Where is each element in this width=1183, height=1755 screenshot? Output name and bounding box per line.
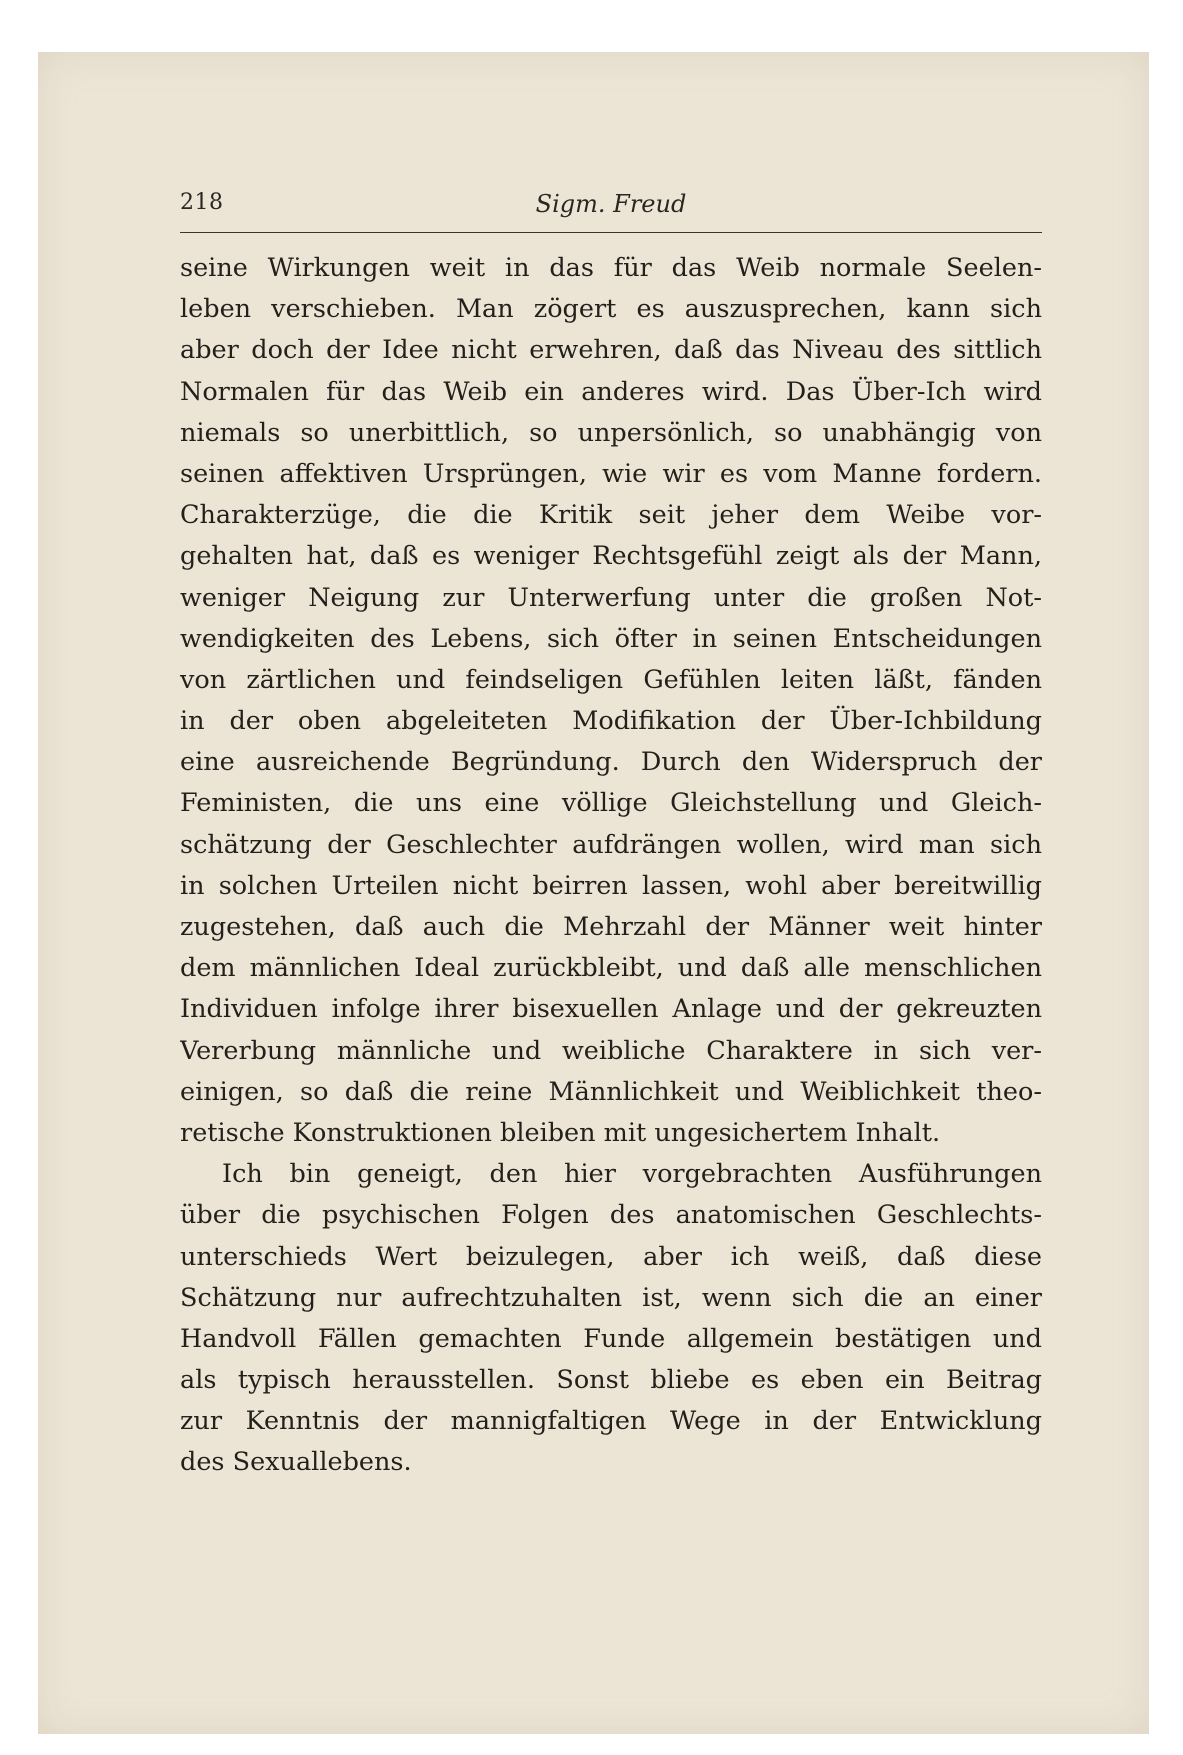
- paragraph-start-line: Ich bin geneigt, den hier vorgebrachten Ausführungen: [222, 1159, 1042, 1190]
- text-line: seinen affektiven Ursprüngen, wie wir es vom Manne fordern.: [180, 458, 1042, 489]
- text-line: von zärtlichen und feindseligen Gefühlen leiten läßt, fänden: [180, 664, 1042, 695]
- text-line: Schätzung nur aufrechtzuhalten ist, wenn sich die an einer: [180, 1282, 1042, 1313]
- running-head: [180, 190, 1042, 230]
- text-line: aber doch der Idee nicht erwehren, daß das Niveau des sittlich: [180, 335, 1042, 366]
- page-number: 218: [180, 190, 224, 215]
- text-line: seine Wirkungen weit in das für das Weib normale Seelen-: [180, 253, 1042, 283]
- text-line: zugestehen, daß auch die Mehrzahl der Männer weit hinter: [180, 912, 1042, 942]
- text-line: gehalten hat, daß es weniger Rechtsgefühl zeigt als der Mann,: [180, 541, 1042, 572]
- text-line: Vererbung männliche und weibliche Charaktere in sich ver-: [180, 1035, 1042, 1066]
- text-line: in solchen Urteilen nicht beirren lassen, wohl aber bereitwillig: [180, 870, 1042, 901]
- text-line: in der oben abgeleiteten Modifikation der Über-Ichbildung: [180, 706, 1042, 737]
- text-line: weniger Neigung zur Unterwerfung unter die großen Not-: [180, 582, 1042, 613]
- running-title: Sigm. Freud: [535, 190, 687, 218]
- text-line: Normalen für das Weib ein anderes wird. Das Über-Ich wird: [180, 376, 1042, 407]
- text-line: Individuen infolge ihrer bisexuellen Anlage und der gekreuzten: [180, 994, 1042, 1025]
- text-line: niemals so unerbittlich, so unpersönlich, so unabhängig von: [180, 417, 1042, 448]
- text-line: leben verschieben. Man zögert es auszusprechen, kann sich: [180, 294, 1042, 325]
- text-line: unterschieds Wert beizulegen, aber ich weiß, daß diese: [180, 1241, 1042, 1272]
- text-line: eine ausreichende Begründung. Durch den Widerspruch der: [180, 747, 1042, 778]
- text-line: schätzung der Geschlechter aufdrängen wollen, wird man sich: [180, 829, 1042, 860]
- text-line: als typisch herausstellen. Sonst bliebe es eben ein Beitrag: [180, 1365, 1042, 1396]
- paragraph-end-line: des Sexuallebens.: [180, 1447, 412, 1478]
- header-rule: [180, 232, 1042, 233]
- text-line: dem männlichen Ideal zurückbleibt, und daß alle menschlichen: [180, 953, 1042, 984]
- text-line: zur Kenntnis der mannigfaltigen Wege in der Entwicklung: [180, 1406, 1042, 1437]
- paragraph-end-line: retische Konstruktionen bleiben mit ungesichertem Inhalt.: [180, 1117, 941, 1148]
- text-line: Feministen, die uns eine völlige Gleichstellung und Gleich-: [180, 788, 1042, 819]
- text-line: einigen, so daß die reine Männlichkeit und Weiblichkeit theo-: [180, 1076, 1042, 1107]
- body-text: [180, 248, 1042, 1484]
- text-line: Handvoll Fällen gemachten Funde allgemein bestätigen und: [180, 1323, 1042, 1354]
- text-line: über die psychischen Folgen des anatomischen Geschlechts-: [180, 1200, 1042, 1231]
- text-line: wendigkeiten des Lebens, sich öfter in seinen Entscheidungen: [180, 623, 1042, 654]
- text-line: Charakterzüge, die die Kritik seit jeher dem Weibe vor-: [180, 500, 1042, 531]
